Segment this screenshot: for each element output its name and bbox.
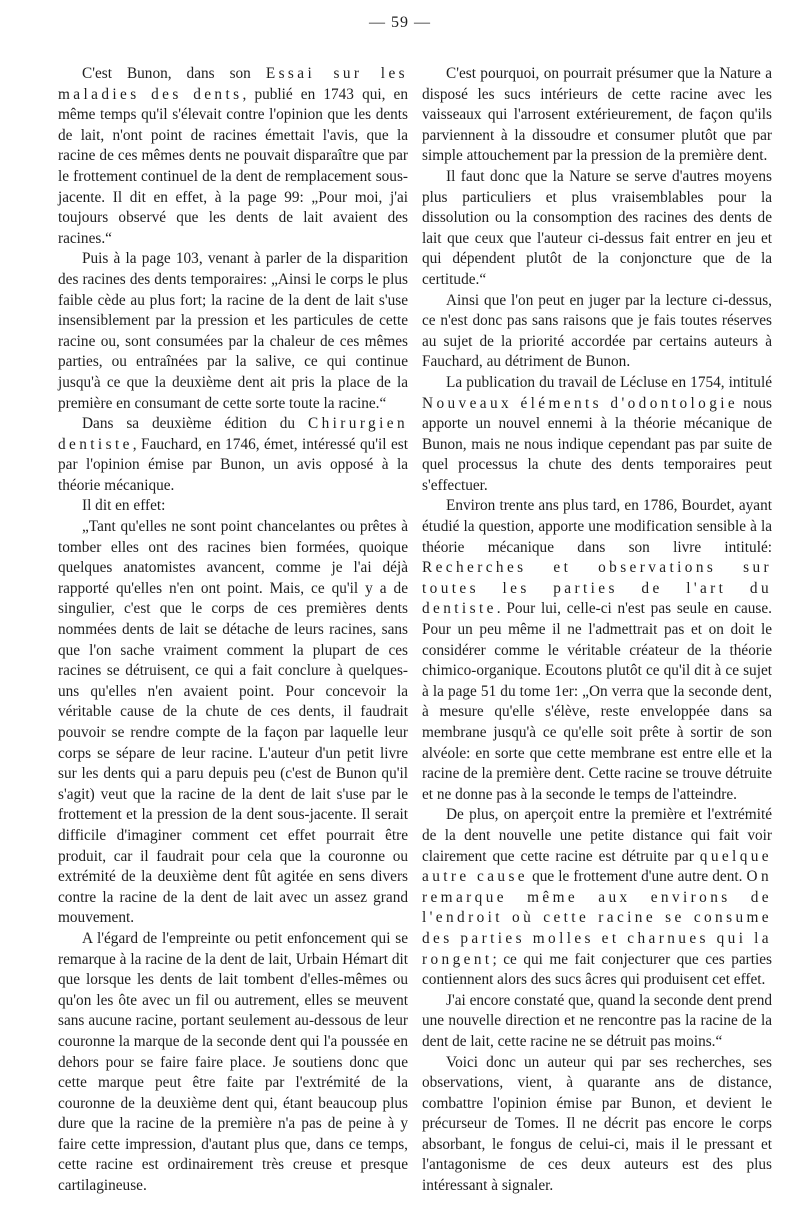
paragraph-text: ; ce qui me fait conjecturer que ces parties contiennent alors des sucs âcres qui produisent cet effet. — [422, 950, 772, 989]
paragraph-text: Puis à la page 103, venant à parler de la disparition des racines des dents temporaires: „Ainsi le corps le plus faible cède au plus fort; la racine de la dent de lait s'use insensiblement par la pression et les particules de cette racine ou, sont consumées par la chaleur de ces mêmes parties, ou entraînées par la salive, ce qui continue jusqu'à ce que la deuxième dent ait pris la place de la première en consumant de cette sorte toute la racine.“ — [58, 250, 408, 412]
paragraph-text: , Fauchard, en 1746, émet, intéressé qu'il est par l'opinion émise par Bunon, un avis opposé à la théorie mécanique. — [58, 435, 408, 494]
paragraph-text: nous apporte un nouvel ennemi à la théorie mécanique de Bunon, mais ne nous indique cependant pas par suite de quel processus la chute des dents temporaires peut s'effectuer. — [422, 394, 772, 494]
paragraph — [422, 991, 772, 1053]
spaced-title: Nouveaux éléments d'odontologie — [422, 394, 739, 412]
left-column — [58, 64, 408, 1197]
paragraph-text: Dans sa deuxième édition du — [82, 415, 308, 433]
paragraph-text: La publication du travail de Lécluse en 1754, intitulé — [446, 373, 772, 391]
page-number: — 59 — — [369, 14, 431, 31]
paragraph — [58, 249, 408, 414]
paragraph-text: , publié en 1743 qui, en même temps qu'il s'élevait contre l'opinion que les dents de lait, n'ont point de racines émettait l'avis, que la racine de ces mêmes dents ne pouvait disparaître que par le frottement continuel de la dent de remplacement sous-jacente. Il dit en effet, à la page 99: „Pour moi, j'ai toujours observé que les dents de lait avaient des racines.“ — [58, 85, 408, 247]
paragraph-text: C'est Bunon, dans son — [82, 65, 266, 82]
paragraph — [58, 929, 408, 1197]
spaced-title: On remarque même aux environs de l'endroit où cette racine se consume des parties molles et charnues qui la rongent — [422, 868, 773, 968]
paragraph-text: Ainsi que l'on peut en juger par la lecture ci-dessus, ce n'est donc pas sans raisons que je fais toutes réserves au sujet de la priorité accordée par certains auteurs à Fauchard, au détriment de Bunon. — [422, 291, 772, 371]
paragraph — [422, 64, 772, 167]
paragraph — [58, 517, 408, 929]
paragraph-text: Environ trente ans plus tard, en 1786, Bourdet, ayant étudié la question, apporte une modification sensible à la théorie mécanique dans son livre intitulé: — [422, 497, 772, 556]
paragraph — [422, 291, 772, 373]
paragraph — [422, 373, 772, 497]
paragraph — [58, 496, 408, 517]
spaced-title: Essai sur les maladies des dents — [58, 65, 408, 103]
spaced-title: quelque autre cause — [422, 847, 772, 886]
paragraph-text: „Tant qu'elles ne sont point chancelantes ou prêtes à tomber elles ont des racines bien formées, quoique quelques anatomistes avancent, comme je l'ai déjà rapporté qu'elles n'en ont point. Mais, ce qu'il y a de singulier, c'est que le corps de ces premières dents nommées dents de lait se détache de leurs racines, sans que l'on sache vraiment comment la plupart de ces racines se détruisent, ce qui a fait conclure à quelques-uns qu'elles n'en avaient point. Pour concevoir la véritable cause de la chute de ces dents, il faudrait pouvoir se rendre compte de la façon par laquelle leur corps se sépare de leur racine. L'auteur d'un petit livre sur les dents qui a paru depuis peu (c'est de Bunon qu'il s'agit) veut que la racine de la dent de lait s'use par le frottement et la pression de la dent sous-jacente. Il serait difficile d'imaginer comment cet effet pourrait être produit, car il faudrait pour cela que la couronne ou extrémité de la deuxième dent fût agitée en sens divers contre la racine de la dent de lait avec un assez grand mouvement. — [58, 518, 408, 927]
paragraph — [422, 167, 772, 291]
paragraph-text: Il dit en effet: — [82, 497, 166, 515]
paragraph-text: que le frottement d'une autre dent. — [528, 868, 747, 886]
paragraph — [422, 496, 772, 805]
paragraph — [58, 64, 408, 249]
paragraph-text: . Pour lui, celle-ci n'est pas seule en cause. Pour un peu même il ne l'admettrait pas et on doit le considérer comme le véritable créateur de la théorie chimico-organique. Ecoutons plutôt ce qu'il dit à ce sujet à la page 51 du tome 1er: „On verra que la seconde dent, à mesure qu'elle s'élève, reste enveloppée dans sa membrane jusqu'à ce qu'elle soit prête à sortir de son alvéole: en sorte que cette membrane est entre elle et la racine de la première dent. Cette racine se trouve détruite et ne donne pas à la seconde le temps de l'atteindre. — [422, 600, 772, 803]
paragraph-text: Voici donc un auteur qui par ses recherches, ses observations, vient, à quarante ans de distance, combattre l'opinion émise par Bunon, et devient le précurseur de Tomes. Il ne décrit pas encore le corps absorbant, le fongus de celui-ci, mais il le pressant et l'antagonisme de ces deux auteurs est des plus intéressant à signaler. — [422, 1053, 772, 1195]
paragraph-text: Il faut donc que la Nature se serve d'autres moyens plus particuliers et plus vraisemblables pour la dissolution ou la consomption des racines des dents de lait que ceux que l'auteur ci-dessus fait entrer en jeu et qui dépendent plutôt de la conjoncture que de la certitude.“ — [422, 167, 772, 288]
paragraph-text: A l'égard de l'empreinte ou petit enfoncement qui se remarque à la racine de la dent de lait, Urbain Hémart dit que lorsque les dents de lait tombent d'elles-mêmes ou qu'on les ôte avec un fil ou autrement, elles se meuvent sans aucune racine, portant seulement au-dessous de leur couronne la marque de la seconde dent qui l'a poussée en dehors pour se faire faire place. Je soutiens donc que cette marque peut être faite par l'extrémité de la couronne de la deuxième dent qui, étant beaucoup plus dure que la racine de la première n'a pas de peine à y faire cette impression, d'autant plus que, dans ce temps, cette racine est ordinairement très creuse et presque cartilagineuse. — [58, 929, 408, 1195]
paragraph-text: J'ai encore constaté que, quand la seconde dent prend une nouvelle direction et ne rencontre pas la racine de la dent de lait, cette racine ne se détruit pas moins.“ — [422, 991, 772, 1050]
right-column — [422, 64, 772, 1197]
spaced-title: Chirurgien dentiste — [58, 415, 408, 453]
paragraph — [58, 414, 408, 496]
paragraph-text: De plus, on aperçoit entre la première et l'extrémité de la dent nouvelle une petite distance qui fait voir clairement que cette racine est détruite par — [422, 806, 772, 865]
paragraph — [422, 1053, 772, 1197]
paragraph-text: C'est pourquoi, on pourrait présumer que la Nature a disposé les sucs intérieurs de cette racine avec les vaisseaux qui l'arrosent extérieurement, de façon qu'ils parviennent à la dissoudre et consumer plutôt que par simple attouchement par la pression de la première dent. — [422, 65, 772, 165]
spaced-title: Recherches et observations sur toutes les parties de l'art du dentiste — [422, 559, 772, 618]
paragraph — [422, 805, 772, 990]
